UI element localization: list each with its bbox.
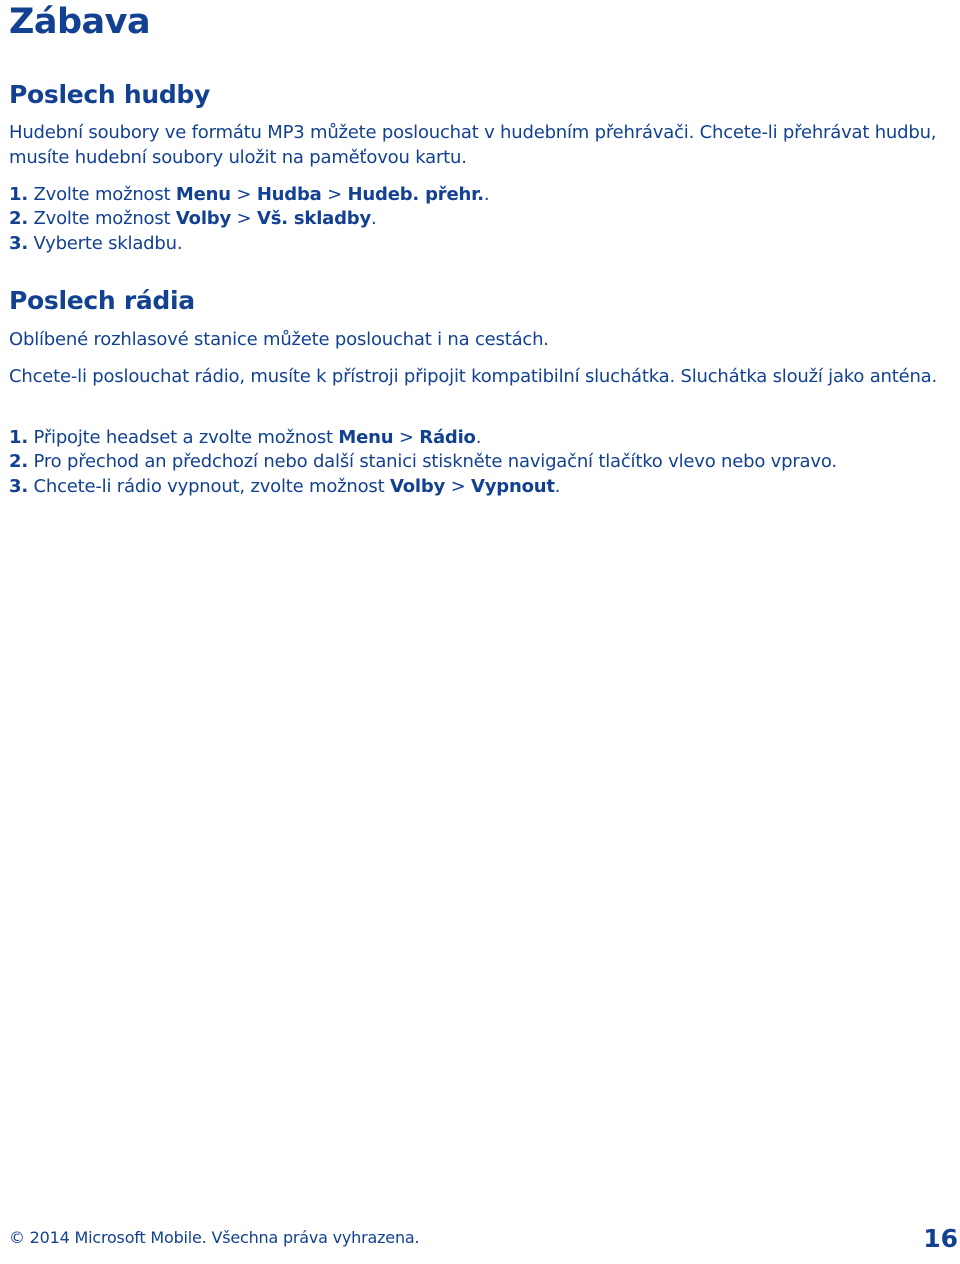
step-text: Zvolte možnost (27, 184, 176, 205)
step-text: Chcete-li rádio vypnout, zvolte možnost (27, 476, 390, 497)
step-text: . (554, 476, 561, 497)
radio-intro-1: Oblíbené rozhlasové stanice můžete poslouchat i na cestách. (9, 329, 549, 350)
footer-copyright: © 2014 Microsoft Mobile. Všechna práva vyhrazena. (9, 1228, 420, 1247)
step-text: . (483, 184, 490, 205)
step-text: > (230, 184, 257, 205)
step-text: Vyberte skladbu. (27, 233, 183, 254)
step-text: Pro přechod an předchozí nebo další stanici stiskněte navigační tlačítko vlevo nebo vpravo. (27, 451, 837, 472)
step-number: 2. (9, 451, 28, 472)
step-number: 2. (9, 208, 28, 229)
music-step-2 (9, 206, 944, 231)
step-text: Připojte headset a zvolte možnost (27, 427, 339, 448)
radio-intro-2: Chcete-li poslouchat rádio, musíte k přístroji připojit kompatibilní sluchátka. Sluchátka slouží jako anténa. (9, 366, 938, 387)
step-number: 3. (9, 233, 28, 254)
radio-step-2 (9, 449, 944, 474)
step-text: . (475, 427, 482, 448)
step-text: > (393, 427, 420, 448)
step-number: 3. (9, 476, 28, 497)
section-heading-radio: Poslech rádia (9, 286, 195, 315)
menu-path-term: Menu (338, 427, 394, 448)
radio-step-3 (9, 474, 944, 499)
step-number: 1. (9, 184, 28, 205)
music-step-3 (9, 231, 944, 256)
menu-path-term: Rádio (419, 427, 476, 448)
page-title: Zábava (9, 2, 151, 42)
step-number: 1. (9, 427, 28, 448)
step-text: > (231, 208, 257, 229)
step-text: . (371, 208, 377, 229)
music-step-1 (9, 182, 944, 207)
music-intro: Hudební soubory ve formátu MP3 můžete poslouchat v hudebním přehrávači. Chcete-li přehrávat hudbu, musíte hudební soubory uložit na paměťovou kartu. (9, 122, 937, 168)
step-text: Zvolte možnost (27, 208, 176, 229)
radio-step-1 (9, 425, 944, 450)
section-heading-music: Poslech hudby (9, 80, 211, 109)
step-text: > (445, 476, 472, 497)
page-number: 16 (923, 1224, 958, 1253)
menu-path-term: Hudeb. přehr. (347, 184, 484, 205)
menu-path-term: Hudba (256, 184, 322, 205)
menu-path-term: Menu (175, 184, 231, 205)
menu-path-term: Vš. skladby (256, 208, 372, 229)
menu-path-term: Volby (389, 476, 446, 497)
menu-path-term: Volby (175, 208, 232, 229)
menu-path-term: Vypnout (471, 476, 555, 497)
step-text: > (321, 184, 348, 205)
